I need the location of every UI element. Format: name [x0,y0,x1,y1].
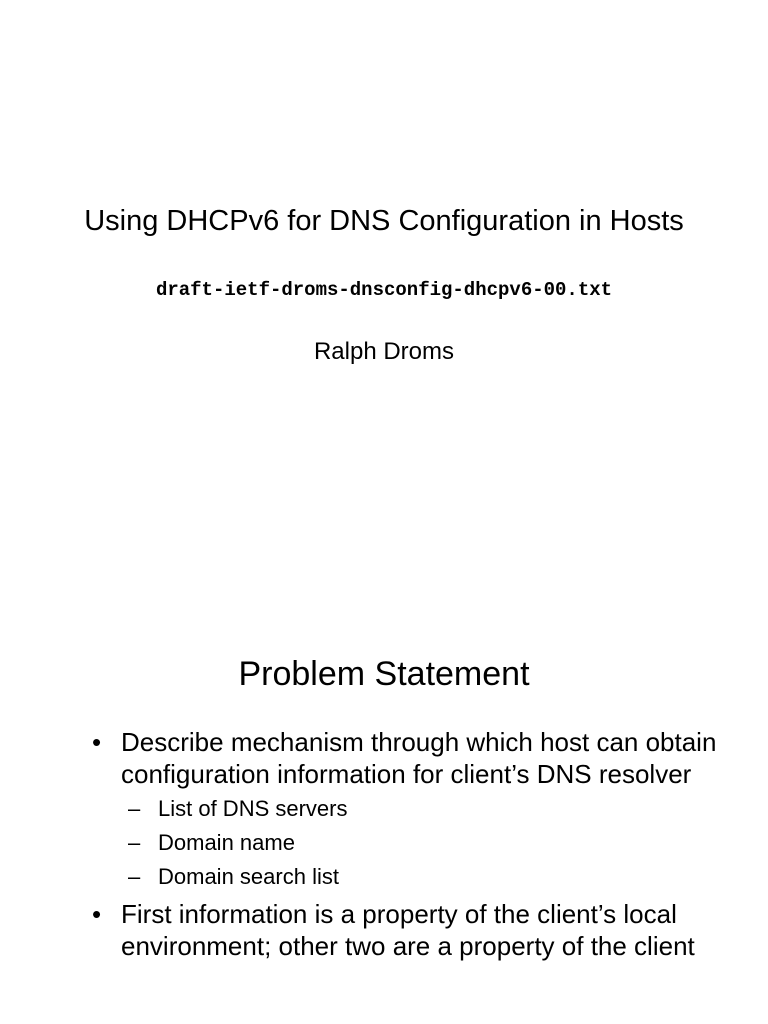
author-name: Ralph Droms [313,338,455,365]
draft-filename: draft-ietf-droms-dnsconfig-dhcpv6-00.txt [155,279,613,301]
bullet-list [90,726,720,962]
bullet-item [90,898,720,962]
problem-statement-slide [0,512,768,1024]
sub-bullet-marker: – [128,864,141,889]
slide-title: Problem Statement [238,655,530,693]
sub-bullet-item [128,792,727,826]
bullet-marker: • [92,899,102,929]
sub-bullet-text: Domain search list [158,864,339,889]
sub-bullet-list [121,792,720,894]
sub-bullet-marker: – [128,830,141,855]
bullet-text: First information is a property of the client’s local environment; other two are a property of the client [121,899,695,961]
sub-bullet-text: Domain name [158,830,295,855]
bullet-item [90,726,720,894]
sub-bullet-item [128,860,727,894]
sub-bullet-item [128,826,727,860]
sub-bullet-text: List of DNS servers [158,796,348,821]
bullet-marker: • [92,727,102,757]
presentation-title: Using DHCPv6 for DNS Configuration in Hosts [84,205,684,237]
bullet-text: Describe mechanism through which host can obtain configuration information for client’s DNS resolver [121,727,717,789]
sub-bullet-marker: – [128,796,141,821]
